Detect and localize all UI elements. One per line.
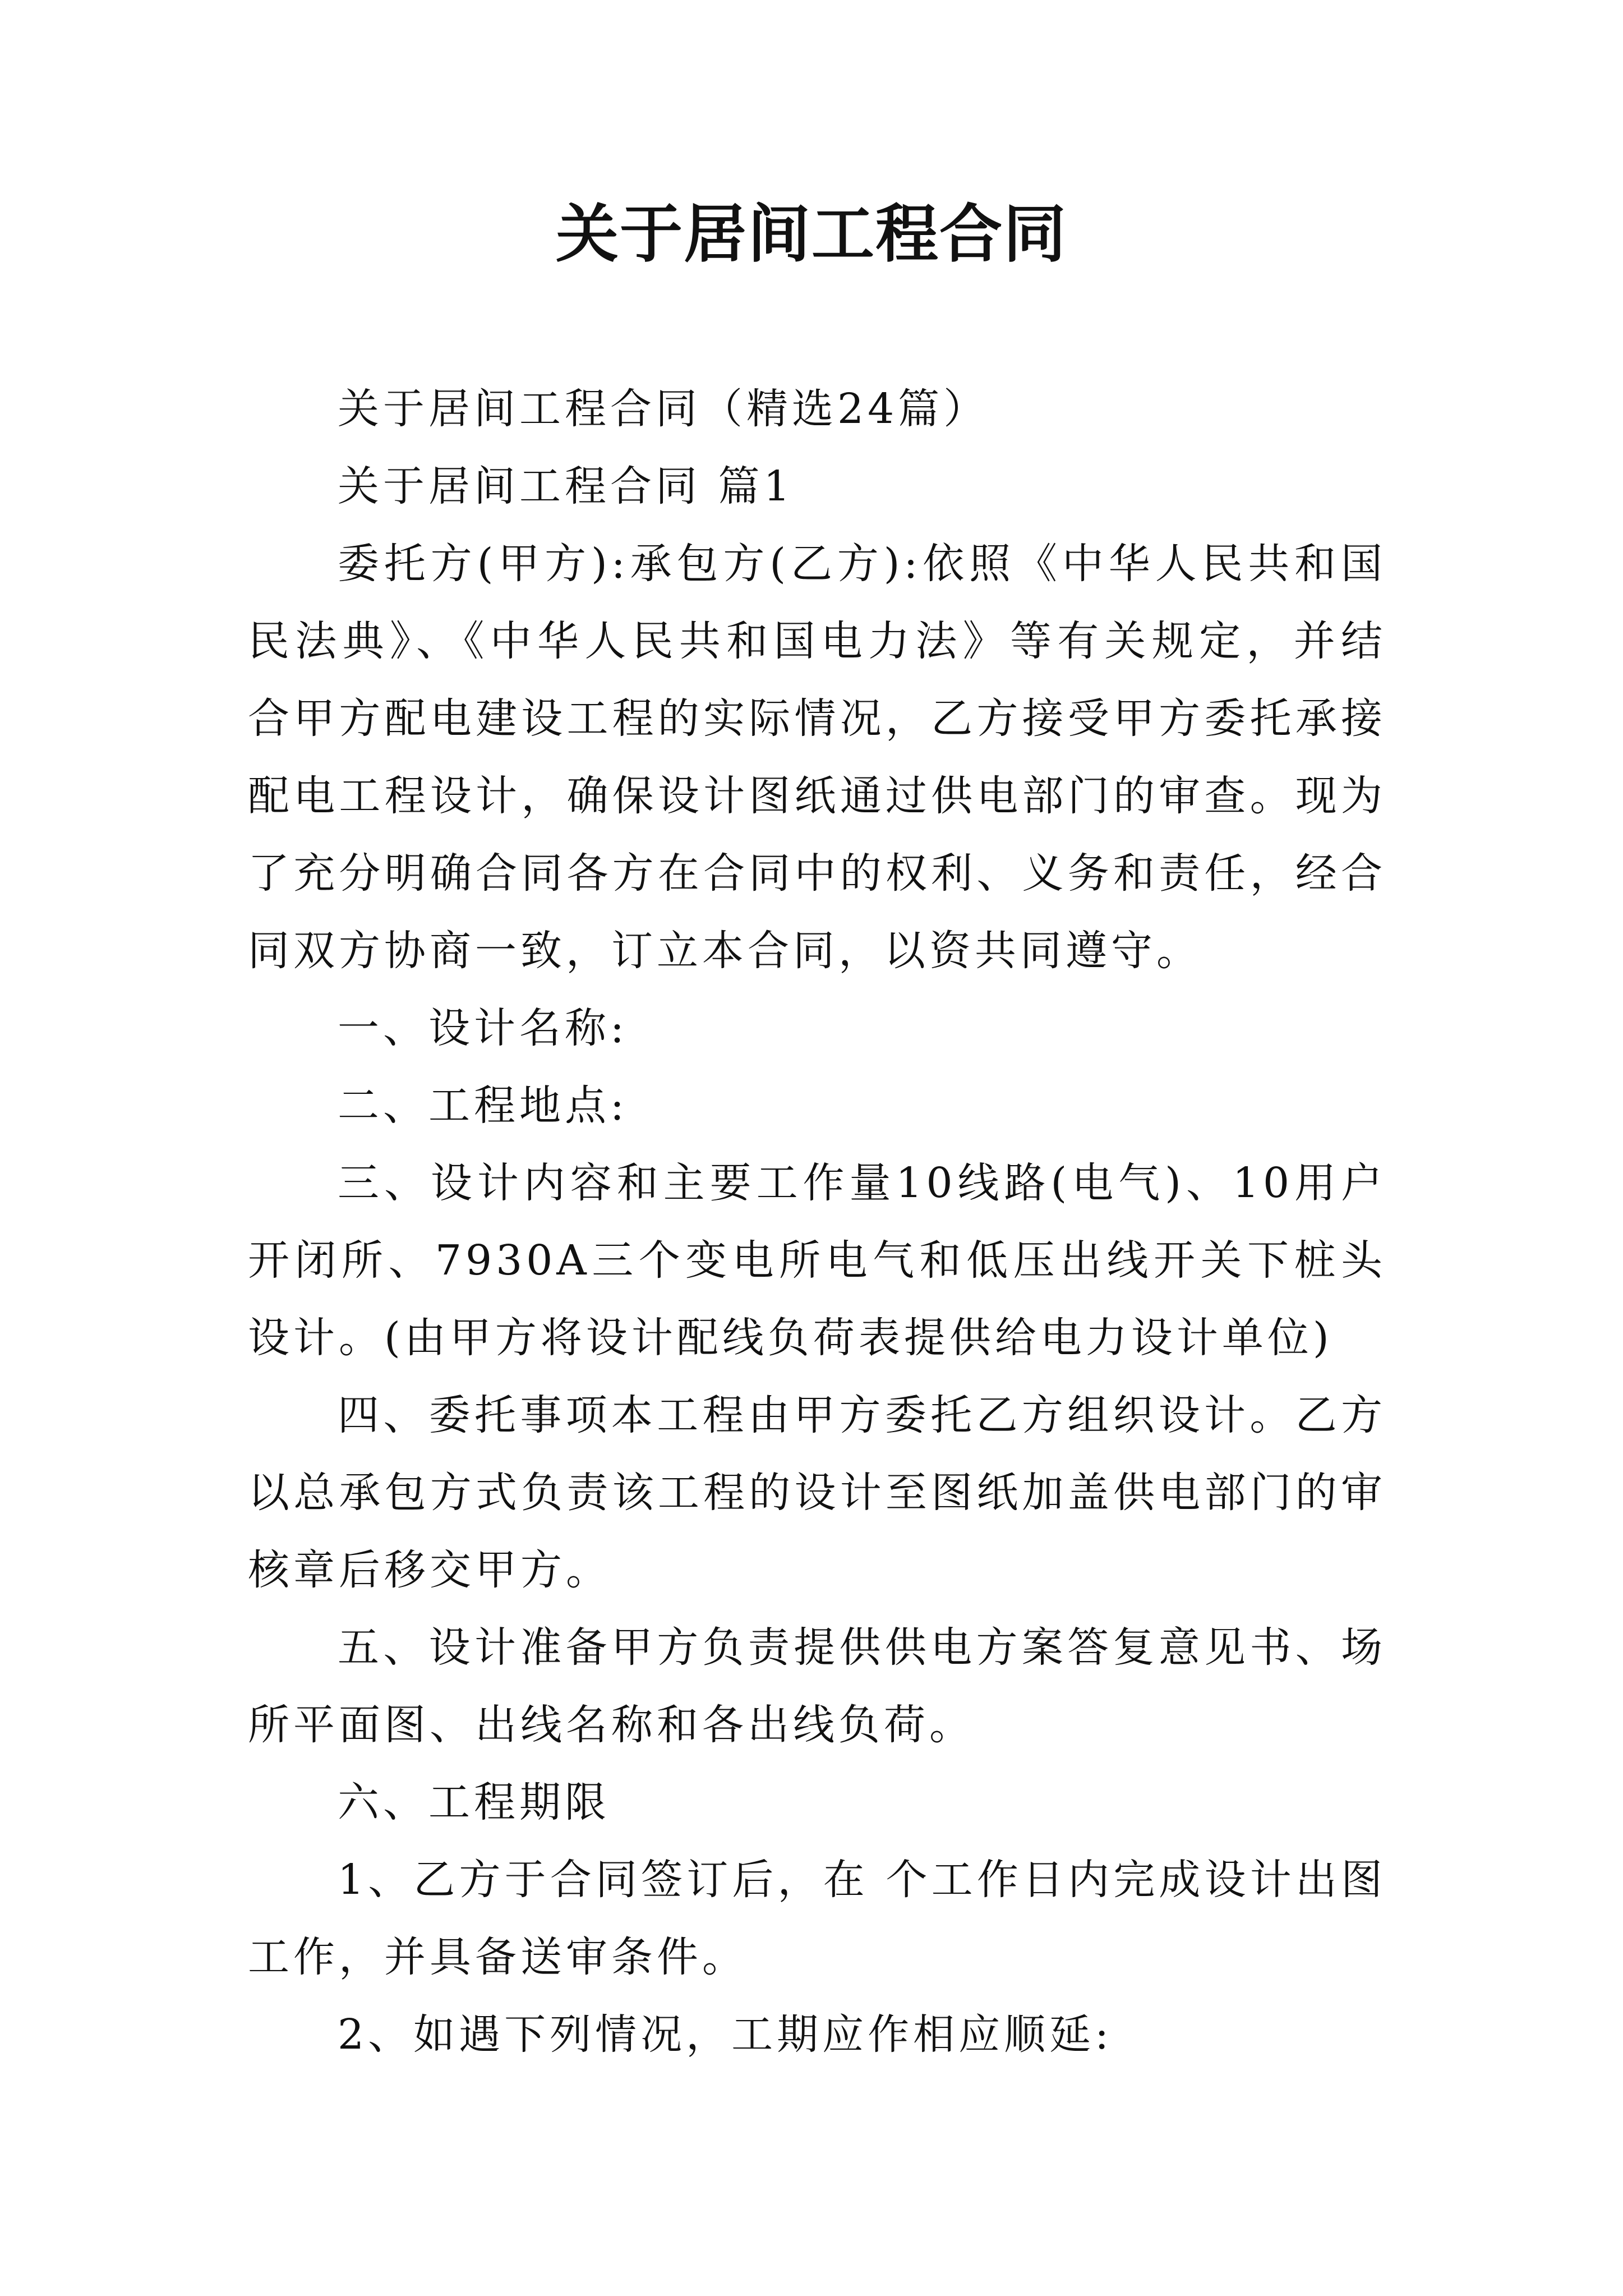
document-title: 关于居间工程合同 — [556, 197, 1067, 271]
paragraph-project-location: 二、工程地点: — [338, 1082, 628, 1130]
paragraph-design-name: 一、设计名称: — [338, 1004, 628, 1052]
paragraph-design-preparation: 五、设计准备甲方负责提供供电方案答复意见书、场所平面图、出线名称和各出线负荷。 — [248, 1623, 1386, 1749]
paragraph-subtitle: 关于居间工程合同（精选24篇） — [338, 385, 989, 433]
paragraph-design-content: 三、设计内容和主要工作量10线路(电气)、10用户开闭所、7930A三个变电所电气和低压出线开关下桩头设计。(由甲方将设计配线负荷表提供给电力设计单位) — [248, 1159, 1386, 1362]
paragraph-clause-2: 2、如遇下列情况，工期应作相应顺延: — [338, 2010, 1113, 2059]
paragraph-project-period: 六、工程期限 — [338, 1778, 610, 1826]
paragraph-clause-1: 1、乙方于合同签订后，在 个工作日内完成设计出图工作，并具备送审条件。 — [248, 1856, 1386, 1981]
paragraph-entrusted-matters: 四、委托事项本工程由甲方委托乙方组织设计。乙方以总承包方式负责该工程的设计至图纸加盖供电部门的审核章后移交甲方。 — [248, 1391, 1386, 1594]
document-body — [248, 370, 1386, 2073]
paragraph-preamble: 委托方(甲方):承包方(乙方):依照《中华人民共和国民法典》、《中华人民共和国电力法》等有关规定，并结合甲方配电建设工程的实际情况，乙方接受甲方委托承接配电工程设计，确保设计图纸通过供电部门的审查。现为了充分明确合同各方在合同中的权利、义务和责任，经合同双方协商一致，订立本合同，以资共同遵守。 — [248, 540, 1386, 975]
paragraph-section-heading: 关于居间工程合同 篇1 — [338, 462, 794, 510]
